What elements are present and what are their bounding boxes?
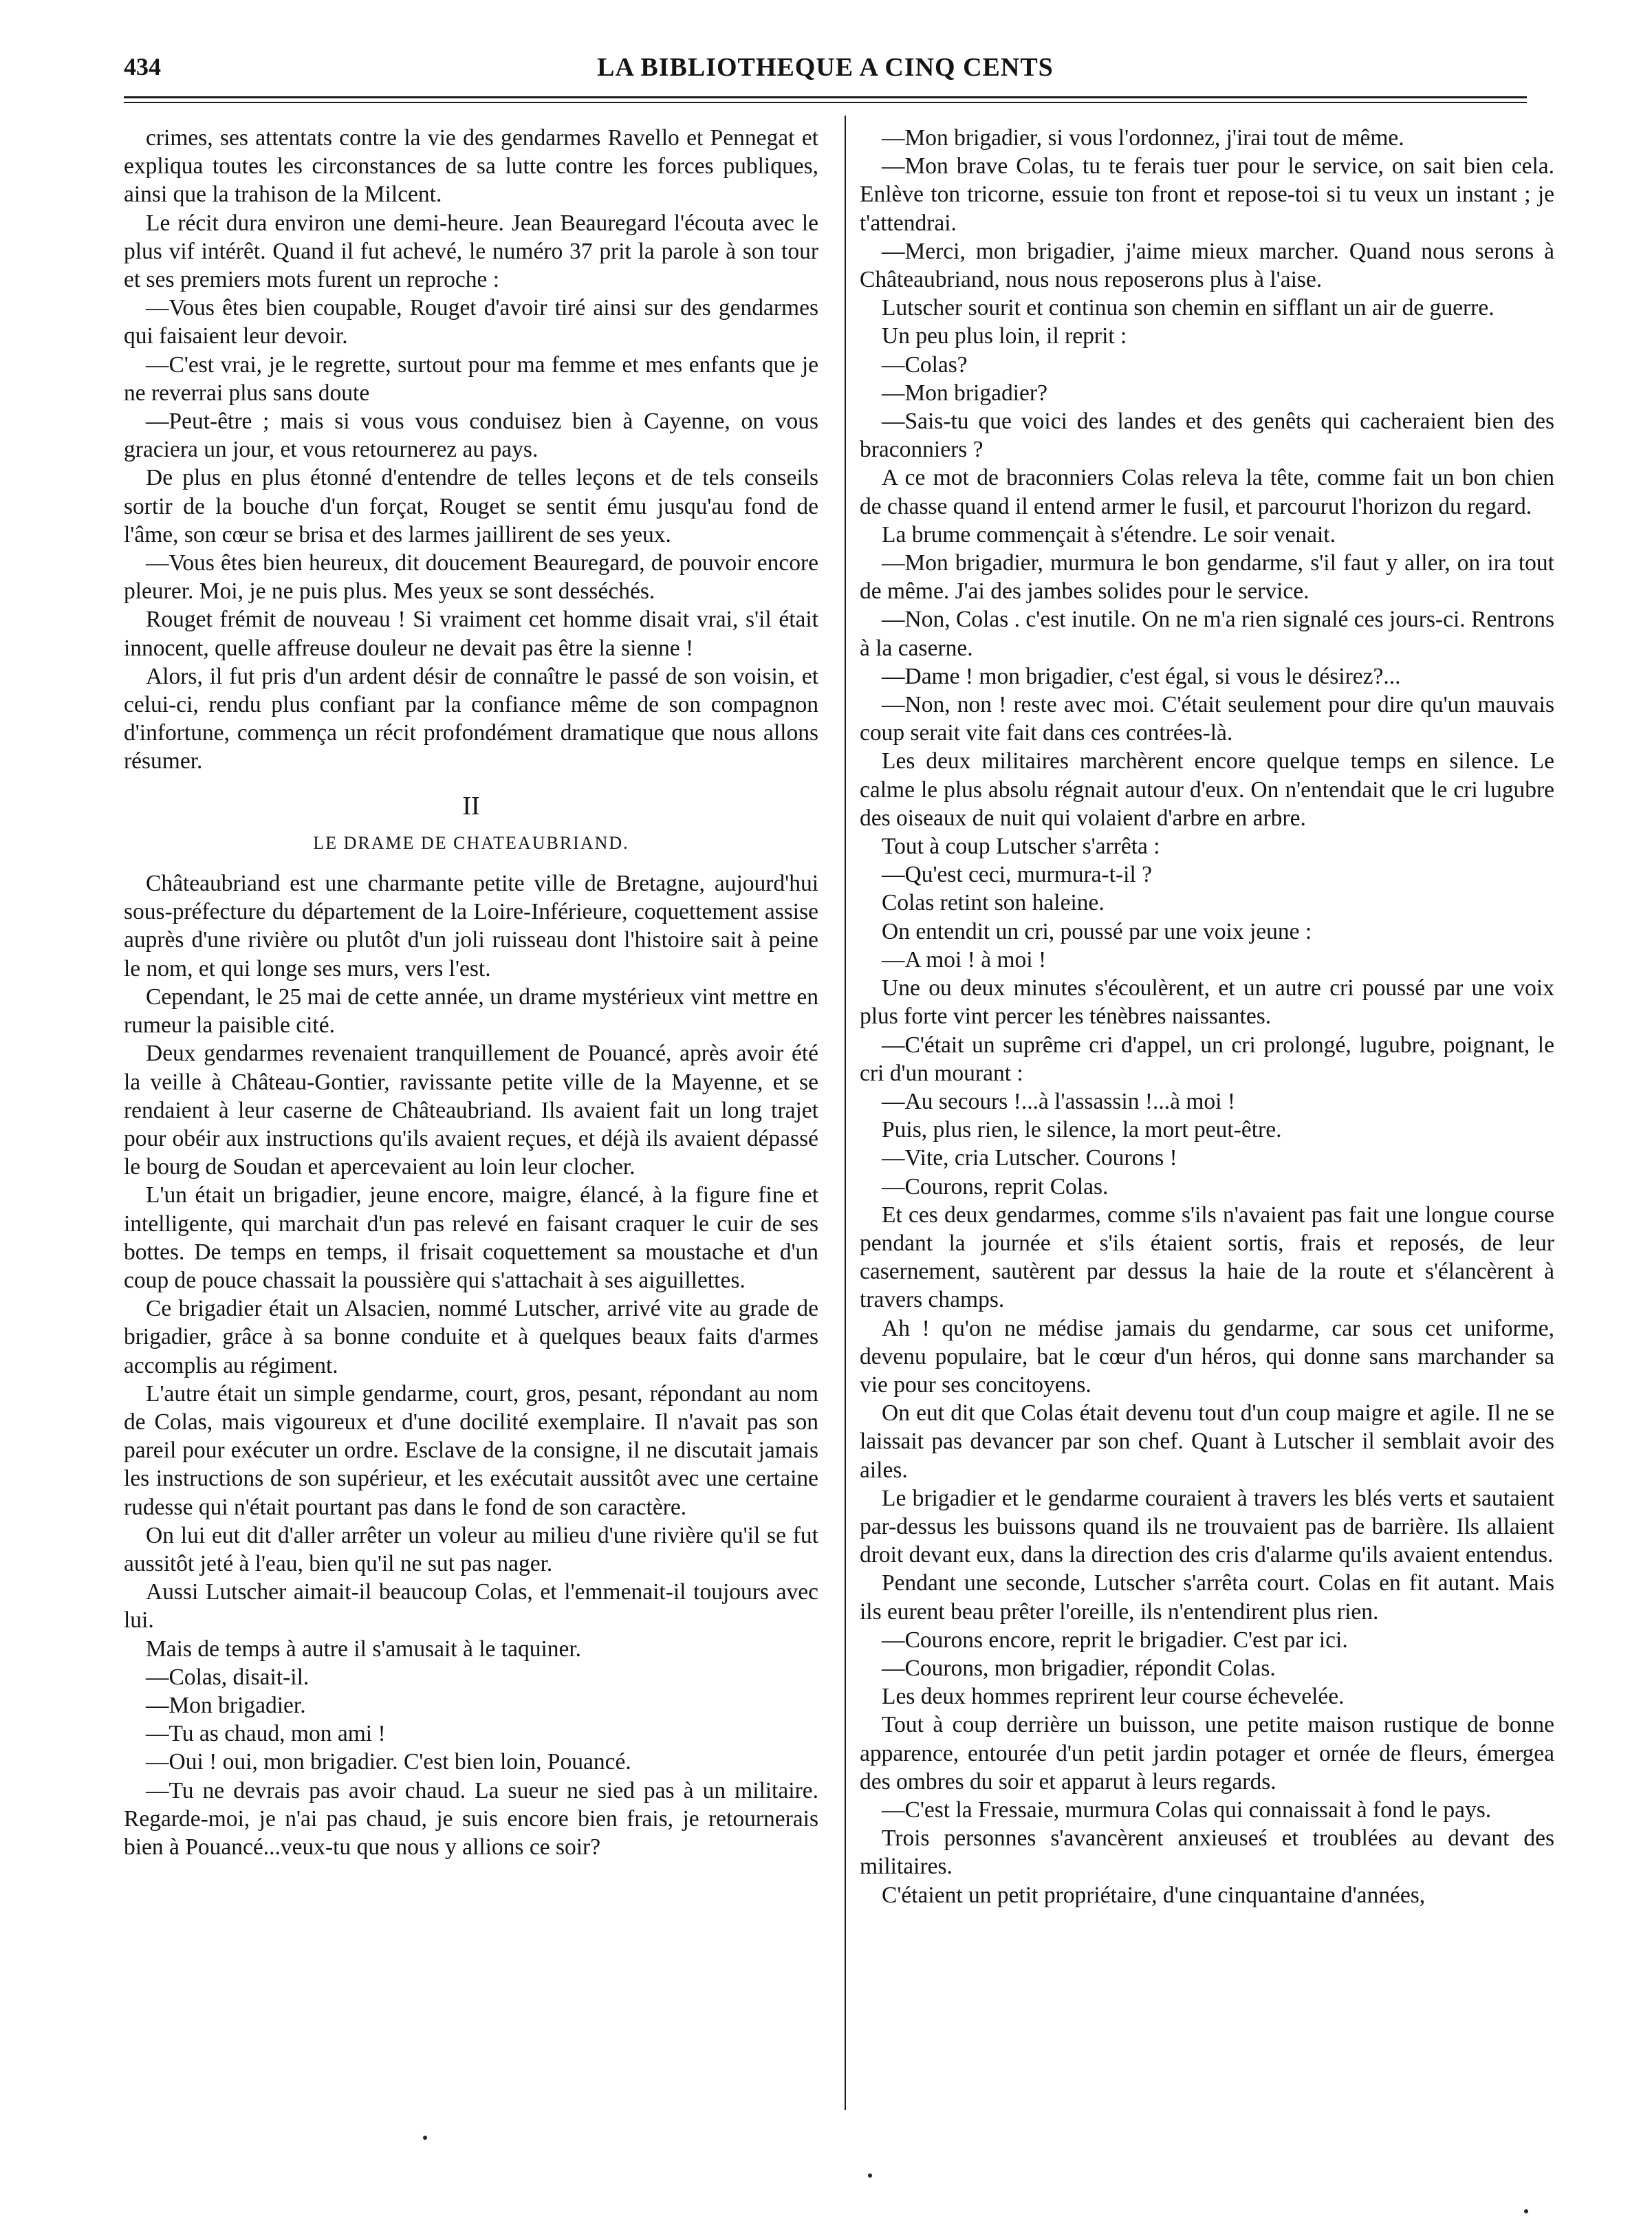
paragraph: —Peut-être ; mais si vous vous conduisez bien à Cayenne, on vous graciera un jour, et vous retournerez au pays. — [124, 409, 818, 463]
paragraph: crimes, ses attentats contre la vie des gendarmes Ravello et Pennegat et expliqua toutes les circonstances de sa lutte contre les forces publiques, ainsi que la trahison de la Milcent. — [124, 125, 818, 208]
paragraph: C'étaient un petit propriétaire, d'une cinquantaine d'années, — [882, 1882, 1426, 1908]
paragraph: —Au secours !...à l'assassin !...à moi ! — [882, 1088, 1236, 1114]
paragraph: —Vous êtes bien coupable, Rouget d'avoir tiré ainsi sur des gendarmes qui faisaient leur devoir. — [124, 295, 818, 349]
paragraph: —Sais-tu que voici des landes et des genêts qui cacheraient bien des braconniers ? — [860, 409, 1554, 463]
paragraph: Le brigadier et le gendarme couraient à travers les blés verts et sautaient par-dessus les buissons quand ils ne trouvaient pas de barrière. Ils allaient droit devant eux, dans la direction des cris d'alarme qu'ils avaient entendus. — [860, 1485, 1554, 1568]
paragraph: Une ou deux minutes s'écoulèrent, et un autre cri poussé par une voix plus forte vint percer les ténèbres naissantes. — [860, 975, 1554, 1030]
paragraph: On entendit un cri, poussé par une voix jeune : — [882, 918, 1312, 944]
paragraph: —Vite, cria Lutscher. Courons ! — [882, 1145, 1177, 1171]
paragraph: La brume commençait à s'étendre. Le soir venait. — [882, 521, 1336, 547]
ink-speck — [868, 2173, 872, 2178]
header-rule-thin — [124, 102, 1527, 103]
paragraph: —Colas, disait-il. — [146, 1664, 309, 1690]
paragraph: L'un était un brigadier, jeune encore, maigre, élancé, à la figure fine et intelligente, qui marchait d'un pas relevé en faisant craquer le cuir de ses bottes. De temps en temps, il frisait coquettement sa moustache et d'un coup de pouce chassait la poussière qui s'attachait à ses aiguillettes. — [124, 1182, 818, 1293]
paragraph: Les deux militaires marchèrent encore quelque temps en silence. Le calme le plus absolu régnait autour d'eux. On n'entendait que le cri lugubre des oiseaux de nuit qui volaient d'arbre en arbre. — [860, 748, 1554, 831]
ink-speck — [423, 2136, 427, 2140]
paragraph: —C'est vrai, je le regrette, surtout pour ma femme et mes enfants que je ne reverrai plus sans doute — [124, 351, 818, 406]
paragraph: De plus en plus étonné d'entendre de telles leçons et de tels conseils sortir de la bouche d'un forçat, Rouget se sentit ému jusqu'au fond de l'âme, son cœur se brisa et des larmes jaillirent de ses yeux. — [124, 465, 818, 547]
paragraph: —Colas? — [882, 351, 968, 378]
paragraph: —Oui ! oui, mon brigadier. C'est bien loin, Pouancé. — [146, 1749, 631, 1775]
paragraph: Et ces deux gendarmes, comme s'ils n'avaient pas fait une longue course pendant la journée et s'ils étaient sortis, frais et reposés, de leur casernement, sautèrent par dessus la haie de la route et s'élancèrent à travers champs. — [860, 1202, 1554, 1313]
paragraph: —Non, Colas . c'est inutile. On ne m'a rien signalé ces jours-ci. Rentrons à la caserne. — [860, 607, 1554, 661]
paragraph: Tout à coup Lutscher s'arrêta : — [882, 834, 1160, 860]
paragraph: Alors, il fut pris d'un ardent désir de connaître le passé de son voisin, et celui-ci, rendu plus confiant par la confiance même de son compagnon d'infortune, commença un récit profondément dramatique que nous allons résumer. — [124, 663, 818, 774]
paragraph: —Merci, mon brigadier, j'aime mieux marcher. Quand nous serons à Châteaubriand, nous nous reposerons plus à l'aise. — [860, 238, 1554, 293]
paragraph: —Dame ! mon brigadier, c'est égal, si vous le désirez?... — [882, 663, 1401, 689]
paragraph: —Mon brigadier, si vous l'ordonnez, j'irai tout de même. — [882, 125, 1404, 151]
paragraph: Aussi Lutscher aimait-il beaucoup Colas, et l'emmenait-il toujours avec lui. — [124, 1579, 818, 1634]
paragraph: Tout à coup derrière un buisson, une petite maison rustique de bonne apparence, entourée d'un petit jardin potager et ornée de fleurs, émergea des ombres du soir et apparut à leurs regards. — [860, 1712, 1554, 1794]
paragraph: —C'est la Fressaie, murmura Colas qui connaissait à fond le pays. — [882, 1797, 1492, 1823]
paragraph: Trois personnes s'avancèrent anxieuseś et troublées au devant des militaires. — [860, 1825, 1554, 1880]
paragraph: On eut dit que Colas était devenu tout d'un coup maigre et agile. Il ne se laissait pas devancer par son chef. Quant à Lutscher il semblait avoir des ailes. — [860, 1400, 1554, 1483]
paragraph: —Mon brave Colas, tu te ferais tuer pour le service, on sait bien cela. Enlève ton tricorne, essuie ton front et repose-toi si tu veux un instant ; je t'attendrai. — [860, 153, 1554, 236]
paragraph: Cependant, le 25 mai de cette année, un drame mystérieux vint mettre en rumeur la paisible cité. — [124, 984, 818, 1039]
ink-speck — [1524, 2209, 1528, 2213]
paragraph: Colas retint son haleine. — [882, 890, 1105, 916]
page-header — [124, 48, 1527, 94]
paragraph: Le récit dura environ une demi-heure. Jean Beauregard l'écouta avec le plus vif intérêt. Quand il fut achevé, le numéro 37 prit la parole à son tour et ses premiers mots furent un reproche : — [124, 210, 818, 293]
right-column — [860, 124, 1554, 2118]
left-column — [124, 124, 818, 2118]
paragraph: Ah ! qu'on ne médise jamais du gendarme, car sous cet uniforme, devenu populaire, bat le cœur d'un héros, qui donne sans marchander sa vie pour ses concitoyens. — [860, 1315, 1554, 1398]
paragraph: Deux gendarmes revenaient tranquillement de Pouancé, après avoir été la veille à Château-Gontier, ravissante petite ville de la Mayenne, et se rendaient à leur caserne de Châteaubriand. Ils avaient fait un long trajet pour obéir aux instructions qu'ils avaient reçues, et déjà ils avaient dépassé le bourg de Soudan et apercevaient au loin leur clocher. — [124, 1041, 818, 1180]
paragraph: —C'était un suprême cri d'appel, un cri prolongé, lugubre, poignant, le cri d'un mourant : — [860, 1032, 1554, 1086]
paragraph: —Mon brigadier. — [146, 1692, 306, 1718]
left-paragraphs-after — [124, 869, 818, 1861]
paragraph: —Tu as chaud, mon ami ! — [146, 1721, 386, 1747]
running-title: LA BIBLIOTHEQUE A CINQ CENTS — [597, 53, 1054, 82]
paragraph: Ce brigadier était un Alsacien, nommé Lutscher, arrivé vite au grade de brigadier, grâce à sa bonne conduite et à quelques beaux faits d'armes accomplis au régiment. — [124, 1296, 818, 1378]
paragraph: Lutscher sourit et continua son chemin en sifflant un air de guerre. — [882, 295, 1495, 321]
paragraph: —Qu'est ceci, murmura-t-il ? — [882, 862, 1153, 888]
header-rule — [124, 96, 1527, 98]
paragraph: —Courons, mon brigadier, répondit Colas. — [882, 1655, 1276, 1681]
paragraph: L'autre était un simple gendarme, court, gros, pesant, répondant au nom de Colas, mais vigoureux et d'une docilité exemplaire. Il n'avait pas son pareil pour exécuter un ordre. Esclave de la consigne, il ne discutait jamais les instructions de son supérieur, et les exécutait aussitôt avec une certaine rudesse qui n'était pourtant pas dans le fond de son caractère. — [124, 1380, 818, 1520]
section-number: II — [462, 791, 480, 821]
paragraph: Puis, plus rien, le silence, la mort peut-être. — [882, 1117, 1282, 1143]
paragraph: Mais de temps à autre il s'amusait à le taquiner. — [146, 1636, 582, 1662]
paragraph: —Mon brigadier, murmura le bon gendarme, s'il faut y aller, on ira tout de même. J'ai des jambes solides pour le service. — [860, 550, 1554, 605]
paragraph: —Courons, reprit Colas. — [882, 1173, 1109, 1200]
paragraph: Châteaubriand est une charmante petite ville de Bretagne, aujourd'hui sous-préfecture du département de la Loire-Inférieure, coquettement assise auprès d'une rivière ou plutôt d'un joli ruisseau dont l'histoire sait à peine le nom, et qui longe ses murs, vers l'est. — [124, 871, 818, 982]
paragraph: —A moi ! à moi ! — [882, 946, 1047, 973]
paragraph: —Mon brigadier? — [882, 380, 1047, 406]
paragraph: —Courons encore, reprit le brigadier. C'est par ici. — [882, 1627, 1348, 1653]
paragraph: Un peu plus loin, il reprit : — [882, 323, 1127, 349]
paragraph: Pendant une seconde, Lutscher s'arrêta court. Colas en fit autant. Mais ils eurent beau prêter l'oreille, ils n'entendirent plus rien. — [860, 1570, 1554, 1625]
page-number: 434 — [124, 53, 161, 80]
paragraph: A ce mot de braconniers Colas releva la tête, comme fait un bon chien de chasse quand il entend armer le fusil, et parcourut l'horizon du regard. — [860, 465, 1554, 519]
section-title: LE DRAME DE CHATEAUBRIAND. — [313, 832, 629, 853]
paragraph: —Vous êtes bien heureux, dit doucement Beauregard, de pouvoir encore pleurer. Moi, je ne puis plus. Mes yeux se sont desséchés. — [124, 550, 818, 605]
paragraph: —Non, non ! reste avec moi. C'était seulement pour dire qu'un mauvais coup serait vite fait dans ces contrées-là. — [860, 692, 1554, 746]
paragraph: On lui eut dit d'aller arrêter un voleur au milieu d'une rivière qu'il se fut aussitôt jeté à l'eau, bien qu'il ne sut pas nager. — [124, 1522, 818, 1576]
column-divider — [845, 116, 846, 2110]
paragraph: —Tu ne devrais pas avoir chaud. La sueur ne sied pas à un militaire. Regarde-moi, je n'ai pas chaud, je suis encore bien frais, je retournerais bien à Pouancé...veux-tu que nous y allions ce soir? — [124, 1777, 818, 1860]
paragraph: Rouget frémit de nouveau ! Si vraiment cet homme disait vrai, s'il était innocent, quelle affreuse douleur ne devait pas être la sienne ! — [124, 607, 818, 661]
paragraph: Les deux hommes reprirent leur course échevelée. — [882, 1684, 1345, 1710]
left-paragraphs-before — [124, 124, 818, 776]
